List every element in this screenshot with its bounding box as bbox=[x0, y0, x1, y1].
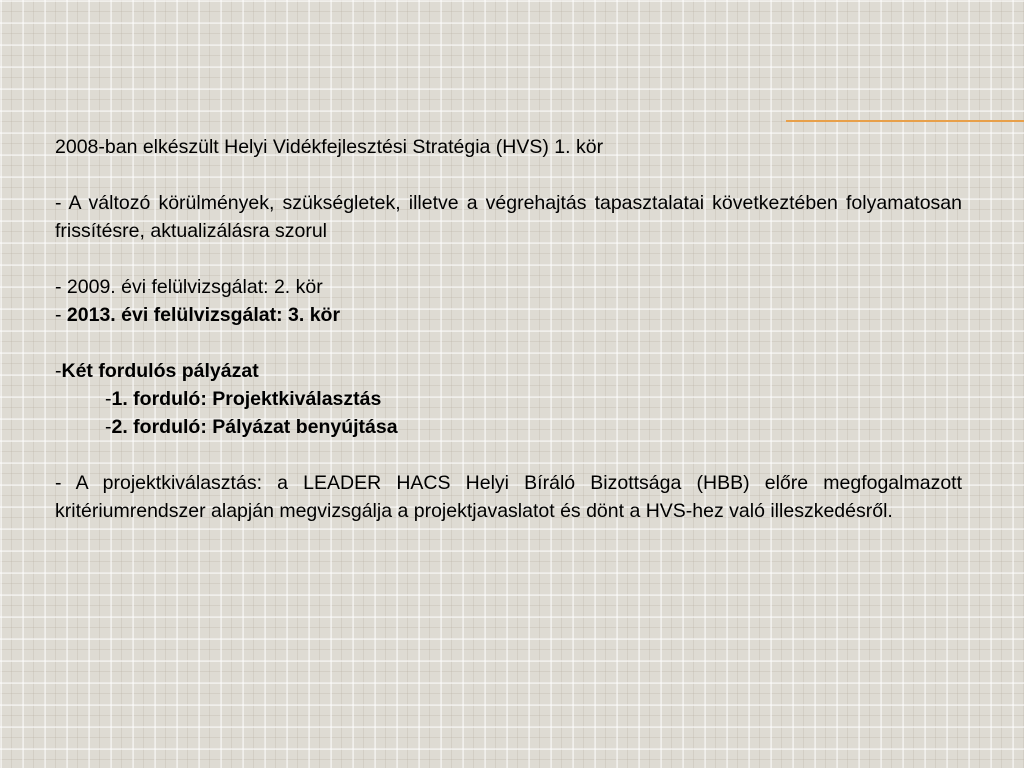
round-2-text: 2. forduló: Pályázat benyújtása bbox=[111, 416, 398, 438]
tender-prefix: - bbox=[55, 360, 62, 382]
round-1-prefix: - bbox=[105, 388, 112, 410]
spacer bbox=[55, 329, 962, 357]
update-paragraph: - A változó körülmények, szükségletek, illetve a végrehajtás tapasztalatai következtében folyamatosan frissítésre, aktualizálásra szorul bbox=[55, 192, 962, 242]
tender-text: Két fordulós pályázat bbox=[61, 360, 259, 382]
review-2009-line: - 2009. évi felülvizsgálat: 2. kör bbox=[55, 276, 323, 298]
round-1-line bbox=[55, 385, 962, 413]
round-1-text: 1. forduló: Projektkiválasztás bbox=[111, 388, 382, 410]
slide-content bbox=[55, 133, 962, 525]
review-2013-line bbox=[55, 301, 962, 329]
round-2-prefix: - bbox=[105, 416, 112, 438]
hvs-line: 2008-ban elkészült Helyi Vidékfejlesztési Stratégia (HVS) 1. kör bbox=[55, 136, 604, 158]
spacer bbox=[55, 161, 962, 189]
accent-line bbox=[786, 120, 1024, 122]
two-round-tender-line bbox=[55, 357, 962, 385]
project-selection-paragraph: - A projektkiválasztás: a LEADER HACS Helyi Bíráló Bizottsága (HBB) előre megfogalmazott kritériumrendszer alapján megvizsgálja a projektjavaslatot és dönt a HVS-hez való illeszkedésről. bbox=[55, 472, 962, 522]
review-2013-text: 2013. évi felülvizsgálat: 3. kör bbox=[66, 304, 341, 326]
spacer bbox=[55, 245, 962, 273]
round-2-line bbox=[55, 413, 962, 441]
review-2013-prefix: - bbox=[55, 304, 67, 326]
spacer bbox=[55, 441, 962, 469]
